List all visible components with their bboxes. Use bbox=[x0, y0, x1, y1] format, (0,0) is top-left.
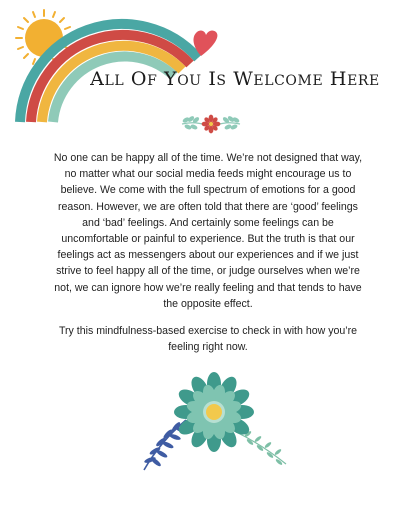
fern-sprig-icon bbox=[236, 430, 286, 466]
page-title: ALL OF YOU IS WELCOME HERE bbox=[90, 68, 380, 90]
intro-paragraph: No one can be happy all of the time. We’re not designed that way, no matter what our social media feeds might encourage us to believe. We come with the full spectrum of emotions for a good reason. However, we are often told that there are ‘good’ feelings and ‘bad’ feelings. And certainly some feelings can be uncomfortable or painful to experience. But the truth is that our feelings act as messengers about our experiences and if we just strive to feel happy all of the time, or judge ourselves when we’re not, we can ignore how we’re really feeling and that tends to have the opposite effect. bbox=[53, 152, 363, 310]
large-flower-icon bbox=[174, 372, 254, 452]
small-flower-sprig-icon bbox=[176, 112, 246, 138]
header-illustration bbox=[0, 0, 416, 130]
bottom-floral-illustration bbox=[136, 372, 296, 482]
exercise-prompt: Try this mindfulness-based exercise to check in with how you’re feeling right now. bbox=[58, 325, 358, 354]
